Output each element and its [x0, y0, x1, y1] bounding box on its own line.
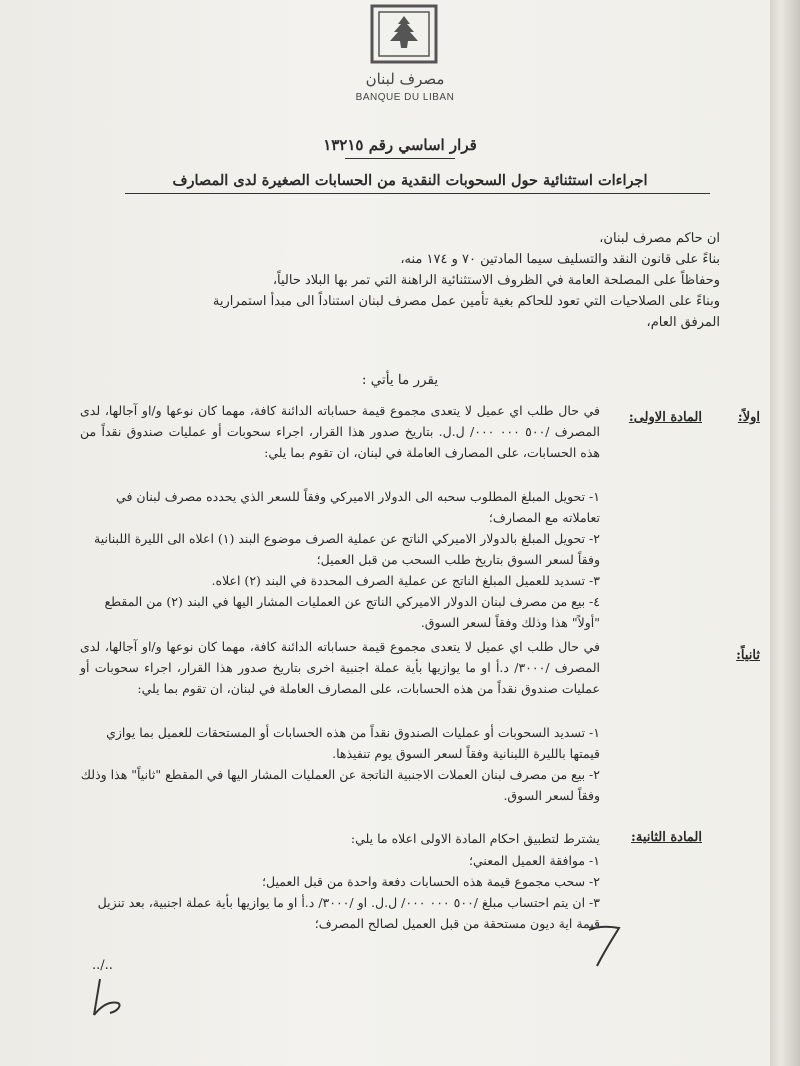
article-1-first-item: ٤- بيع من مصرف لبنان الدولار الاميركي الناتج عن العمليات المشار اليها في البند (٢) من المقطع "أولاً" هذا وذلك وفقاً لسعر السوق. [104, 594, 600, 630]
preamble-line: وبناءً على الصلاحيات التي تعود للحاكم بغية تأمين عمل مصرف لبنان استناداً الى مبدأ استمرارية [212, 294, 720, 309]
article-1-first-item: ٣- تسديد للعميل المبلغ الناتج عن عملية الصرف المحددة في البند (٢) اعلاه. [211, 573, 600, 588]
article-1-second-intro: في حال طلب اي عميل لا يتعدى مجموع قيمة حساباته الدائنة كافة، مهما كان نوعها و/او آجالها، لدى المصرف /٣٠٠٠/ د.أ او ما يوازيها بأية عملة اجنبية اخرى بتاريخ صدور هذا القرار، اجراء سحوبات أو عمليات صندوق نقداً من هذه الحسابات، على المصارف العاملة في لبنان، ان تقوم بما يلي: [80, 639, 600, 696]
signature-initials-icon [88, 975, 128, 1020]
article-1-label: المادة الاولى: [628, 410, 702, 425]
handwritten-mark-icon [585, 920, 625, 970]
preamble-line: بناءً على قانون النقد والتسليف سيما المادتين ٧٠ و ١٧٤ منه، [400, 252, 720, 267]
cedar-logo-icon [368, 4, 440, 64]
article-1-first-intro: في حال طلب اي عميل لا يتعدى مجموع قيمة حساباته الدائنة كافة، مهما كان نوعها و/او آجالها، لدى المصرف /٥٠٠ ٠٠٠ ٠٠٠/ ل.ل. بتاريخ صدور هذا القرار، اجراء سحوبات أو عمليات صندوق نقداً من هذه الحسابات، على المصارف العاملة في لبنان، ان تقوم بما يلي: [80, 403, 600, 460]
page-continued-marker: ../.. [92, 958, 113, 973]
article-1-first-label: اولاً: [737, 410, 760, 425]
article-1-first-item: ٢- تحويل المبلغ بالدولار الاميركي الناتج عن عملية الصرف موضوع البند (١) اعلاه الى الليرة اللبنانية وفقاً لسعر السوق بتاريخ طلب السحب من قبل العميل؛ [94, 531, 600, 567]
page-edge-shadow [770, 0, 800, 1066]
article-1-first-item: ١- تحويل المبلغ المطلوب سحبه الى الدولار الاميركي وفقاً للسعر الذي يحدده مصرف لبنان في تعاملاته مع المصارف؛ [116, 489, 600, 525]
article-2-item: ١- موافقة العميل المعني؛ [469, 853, 600, 868]
decision-title: قرار اساسي رقم ١٣٢١٥ [323, 136, 477, 154]
preamble-line: ان حاكم مصرف لبنان، [599, 231, 720, 246]
decides-heading: يقرر ما يأتي : [361, 372, 439, 388]
title-underline [345, 158, 455, 159]
preamble-line: المرفق العام، [646, 315, 720, 330]
article-1-second-label: ثانياً: [736, 648, 760, 663]
article-2-item: ٢- سحب مجموع قيمة هذه الحسابات دفعة واحدة من قبل العميل؛ [262, 874, 600, 889]
article-2-label: المادة الثانية: [631, 830, 702, 845]
preamble-line: وحفاظاً على المصلحة العامة في الظروف الاستثنائية الراهنة التي تمر بها البلاد حالياً، [272, 273, 720, 288]
article-2-item: ٣- ان يتم احتساب مبلغ /٥٠٠ ٠٠٠ ٠٠٠/ ل.ل. او /٣٠٠٠/ د.أ او ما يوازيها بأية عملة اجنبية، بعد تنزيل قيمة اية ديون مستحقة من قبل العميل لصالح المصرف؛ [97, 895, 600, 931]
subject-underline [125, 193, 710, 194]
article-1-second-item: ٢- بيع من مصرف لبنان العملات الاجنبية الناتجة عن العمليات المشار اليها في المقطع "ثانياً" هذا وذلك وفقاً لسعر السوق. [80, 767, 600, 803]
decision-subject: اجراءات استثنائية حول السحوبات النقدية من الحسابات الصغيرة لدى المصارف [172, 172, 648, 189]
logo-arabic-name: مصرف لبنان [365, 70, 445, 88]
article-1-second-item: ١- تسديد السحوبات أو عمليات الصندوق نقداً من هذه الحسابات أو المستحقات للعميل بما يوازي قيمتها بالليرة اللبنانية وفقاً لسعر السوق يوم تنفيذها. [106, 725, 600, 761]
logo-french-name: BANQUE DU LIBAN [355, 92, 455, 103]
article-2-intro: يشترط لتطبيق احكام المادة الاولى اعلاه ما يلي: [350, 831, 600, 846]
